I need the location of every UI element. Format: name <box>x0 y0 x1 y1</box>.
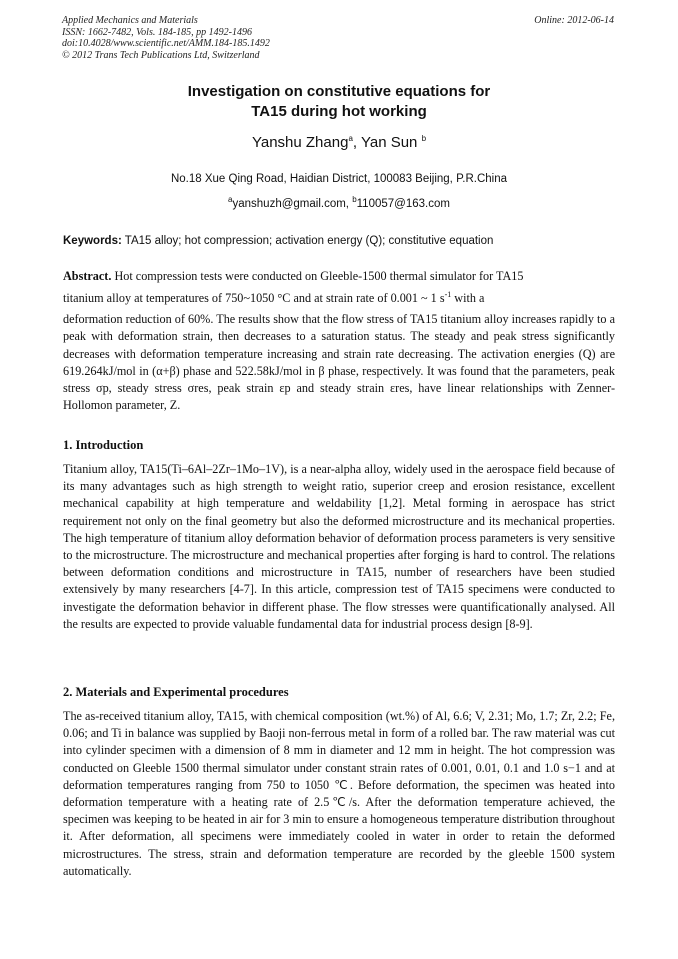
email-b: 110057@163.com <box>356 198 450 210</box>
keywords-text: TA15 alloy; hot compression; activation energy (Q); constitutive equation <box>121 235 494 247</box>
abstract-text-2a: titanium alloy at temperatures of 750~1050 °C and at strain rate of 0.001 ~ 1 s <box>63 291 445 306</box>
keywords <box>63 235 623 247</box>
author-emails <box>0 195 678 210</box>
copyright-line: © 2012 Trans Tech Publications Ltd, Switzerland <box>62 49 260 61</box>
author-2-sup: b <box>421 134 427 143</box>
title-line-2: TA15 during hot working <box>251 103 427 120</box>
email-a: yanshuzh@gmail.com, <box>232 198 353 210</box>
doi-line: doi:10.4028/www.scientific.net/AMM.184-185.1492 <box>62 38 270 49</box>
issn-line: ISSN: 1662-7482, Vols. 184-185, pp 1492-1496 <box>62 26 252 38</box>
abstract-text-rest: deformation reduction of 60%. The results show that the flow stress of TA15 titanium alloy increases rapidly to a peak with deformation strain, then decreases to a saturation status. The steady and peak stress significantly decreases with deformation temperature increasing and strain rate decreasing. The activation energies (Q) are 619.264kJ/mol in (α+β) phase and 522.58kJ/mol in β phase, respectively. It was found that the parameters, peak stress σp, steady stress σres, peak strain εp and steady strain εres, have linear relationships with Zenner-Hollomon parameter, Z. <box>63 312 615 413</box>
keywords-label: Keywords: <box>63 235 122 247</box>
journal-name: Applied Mechanics and Materials <box>62 15 198 26</box>
paper-title <box>0 82 678 122</box>
author-separator: , <box>352 134 361 151</box>
title-line-1: Investigation on constitutive equations for <box>187 83 491 100</box>
section-heading-introduction: 1. Introduction <box>63 438 144 452</box>
author-1-sup: a <box>348 134 353 143</box>
journal-header <box>62 15 270 61</box>
affiliation: No.18 Xue Qing Road, Haidian District, 100083 Beijing, P.R.China <box>170 173 508 185</box>
section-text-materials: The as-received titanium alloy, TA15, with chemical composition (wt.%) of Al, 6.6; V, 2.31; Mo, 1.7; Zr, 2.2; Fe, 0.06; and Ti in balance was supplied by Baoji non-ferrous metal in form of a rolled bar. The raw material was cut into cylinder specimen with a dimension of 8 mm in diameter and 12 mm in height. The hot compression was conducted on Gleeble 1500 thermal simulator under constant strain rates of 0.001, 0.01, 0.1 and 1.0 s−1 and at deformation temperatures ranging from 750 to 1050 ℃. Before deformation, the specimen was heated into deformation temperature with a heating rate of 2.5℃/s. After the deformation temperature achieved, the specimen was keeping to be heated in air for 3 min to ensure a homogeneous temperature distribution throughout it. After deformation, all specimens were immediately cooled in water in order to retain the deformed microstructures. The stress, strain and deformation temperature are recorded by the gleeble 1500 system automatically. <box>63 709 616 878</box>
author-1: Yanshu Zhang <box>251 134 349 151</box>
abstract-label: Abstract. <box>63 269 112 283</box>
section-heading-materials: 2. Materials and Experimental procedures <box>63 685 289 699</box>
author-2: Yan Sun <box>360 134 422 151</box>
abstract-text-1: Hot compression tests were conducted on Gleeble-1500 thermal simulator for TA15 <box>111 269 524 283</box>
abstract-line-2 <box>63 285 615 311</box>
abstract-line-1 <box>63 268 615 285</box>
abstract-unit-sup: -1 <box>444 290 452 300</box>
abstract-text-2b: with a <box>451 291 485 306</box>
section-text-introduction: Titanium alloy, TA15(Ti–6Al–2Zr–1Mo–1V), is a near-alpha alloy, widely used in the aerospace field because of its many advantages such as high strength to weight ratio, superior creep and erosion resistance, excellent mechanical capability at high temperature and weldability [1,2]. Metal forming in aerospace has strict requirement not only on the final geometry but also the deformed microstructure and its mechanical properties. The high temperature of titanium alloy deformation behavior of deformation process parameters is very sensitive to the microstructure. The microstructure and mechanical properties after forging is hard to control. The relations between deformation conditions and microstructure in TA15, number of researchers have been studied extensively by many researchers [4-7]. In this article, compression test of TA15 specimens were conducted to investigate the deformation behavior in different phase. The flow stresses were quantificationally analysed. All the results are expected to provide valuable fundamental data for industrial process design [8-9]. <box>63 462 615 631</box>
author-list <box>0 134 678 151</box>
email-a-sup: a <box>228 195 233 205</box>
abstract <box>63 268 615 414</box>
online-date: Online: 2012-06-14 <box>534 15 614 26</box>
email-b-sup: b <box>352 195 357 205</box>
